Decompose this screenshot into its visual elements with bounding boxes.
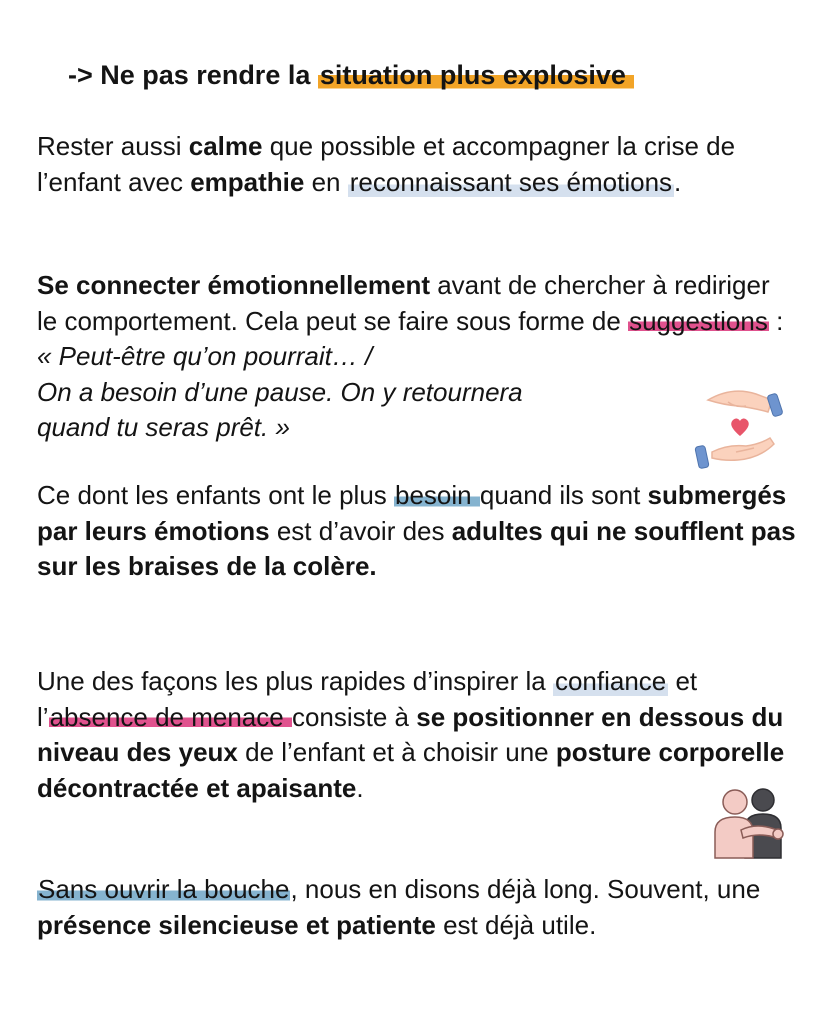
text: Une des façons les plus rapides d’inspirer la — [37, 666, 553, 696]
paragraph-trust — [37, 664, 797, 806]
text: Ce dont les enfants ont le plus — [37, 480, 395, 510]
paragraph-calm — [37, 129, 797, 200]
text: quand ils sont — [479, 480, 648, 510]
highlight-suggestions: suggestions — [629, 305, 768, 336]
text: consiste à — [291, 701, 417, 732]
text: est déjà utile. — [435, 909, 597, 940]
text: de l’enfant et à choisir une — [237, 737, 556, 767]
highlight-sans-ouvrir: Sans ouvrir la bouche — [38, 874, 290, 904]
bold-empathie: empathie — [190, 166, 305, 197]
heading-prefix: -> Ne pas rendre la — [68, 60, 318, 90]
caring-hands-heart-icon — [694, 386, 789, 472]
bold-adultes: adultes qui ne soufflent pas sur les braises de la colère. — [37, 515, 796, 581]
text: . — [674, 166, 682, 197]
text: . — [356, 772, 364, 803]
heading-highlight: situation plus explosive — [318, 60, 634, 90]
text: est d’avoir des — [269, 515, 452, 546]
text: , nous en disons déjà long. Souvent, une — [290, 874, 761, 904]
quote-line-2: On a besoin d’une pause. On y retournera — [37, 376, 523, 407]
text: avant de chercher à rediriger le comportement. Cela peut se faire sous forme de — [37, 270, 770, 336]
highlight-confiance: confiance — [554, 666, 667, 696]
quote-line-3: quand tu seras prêt. » — [37, 412, 290, 442]
paragraph-needs — [37, 478, 797, 585]
highlight-reconnaissant: reconnaissant ses émotions — [349, 166, 673, 197]
text: en — [304, 166, 348, 197]
quote-line-1: « Peut-être qu’on pourrait… / — [37, 341, 373, 371]
highlight-besoin: besoin — [395, 480, 479, 510]
text: que possible et accompagner la crise de l’enfant avec — [37, 131, 736, 197]
bold-connecter: Se connecter émotionnellement — [37, 270, 430, 300]
paragraph-silence — [37, 872, 797, 943]
highlight-absence-menace: absence de menace — [49, 701, 291, 732]
bold-posture: posture corporelle décontractée et apaisante — [37, 737, 785, 803]
bold-positionner: se positionner en dessous du niveau des yeux — [37, 701, 784, 767]
text: Rester aussi — [37, 131, 189, 161]
hugging-people-icon — [707, 784, 789, 860]
text: : — [768, 305, 784, 336]
paragraph-connect — [37, 268, 797, 446]
bold-submerges: submergés par leurs émotions — [37, 480, 787, 546]
text: et l’ — [37, 666, 698, 732]
bold-calme: calme — [188, 131, 263, 161]
section-heading — [68, 60, 634, 91]
bold-presence: présence silencieuse et patiente — [37, 909, 436, 940]
